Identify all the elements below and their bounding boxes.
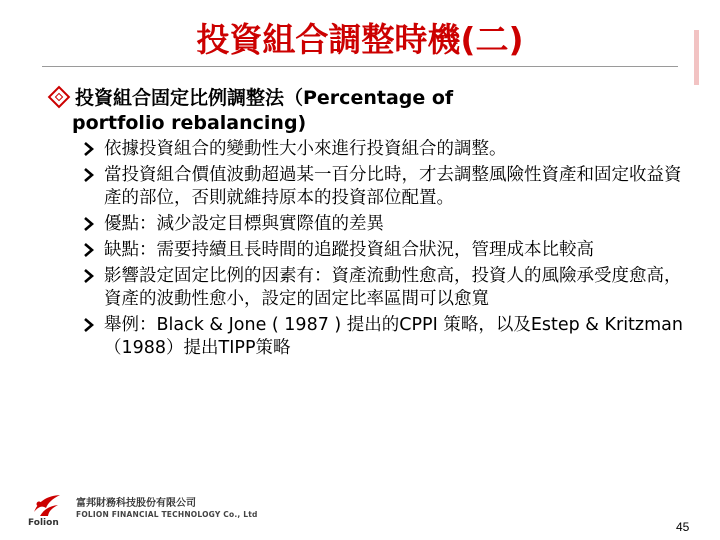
sub-bullet-text: 舉例：Black & Jone ( 1987 ) 提出的CPPI 策略，以及Estep & Kritzman（1988）提出TIPP策略 — [104, 315, 683, 358]
diamond-bullet-icon — [48, 86, 71, 109]
chevron-right-icon — [84, 243, 94, 257]
sub-bullet-item — [82, 164, 692, 210]
sub-bullet-item — [82, 213, 692, 236]
sub-bullet-text: 影響設定固定比例的因素有：資產流動性愈高，投資人的風險承受度愈高，資產的波動性愈小，設定的固定比率區間可以愈寬 — [104, 266, 682, 309]
title-divider — [42, 66, 678, 67]
chevron-right-icon — [84, 142, 94, 156]
sub-bullet-item — [82, 265, 692, 311]
sub-bullet-text: 缺點：需要持續且長時間的追蹤投資組合狀況，管理成本比較高 — [104, 240, 594, 260]
chevron-right-icon — [84, 168, 94, 182]
company-name-en: FOLION FINANCIAL TECHNOLOGY Co., Ltd — [76, 510, 258, 519]
sub-bullet-list — [82, 138, 692, 363]
decorative-bar — [694, 30, 699, 85]
chevron-right-icon — [84, 269, 94, 283]
sub-bullet-text: 優點：減少設定目標與實際值的差異 — [104, 214, 384, 234]
main-bullet — [48, 86, 688, 136]
company-name-cn: 富邦財務科技股份有限公司 — [76, 498, 196, 509]
chevron-right-icon — [84, 318, 94, 332]
logo-wordmark: Folion — [28, 518, 59, 528]
sub-bullet-item — [82, 138, 692, 161]
folion-logo-icon — [30, 492, 64, 518]
sub-bullet-item — [82, 239, 692, 262]
slide-title: 投資組合調整時機(二) — [196, 20, 524, 59]
sub-bullet-item — [82, 314, 692, 360]
main-bullet-text-line1: 投資組合固定比例調整法（Percentage of — [75, 87, 454, 109]
chevron-right-icon — [84, 217, 94, 231]
sub-bullet-text: 依據投資組合的變動性大小來進行投資組合的調整。 — [104, 139, 507, 159]
main-bullet-text-line2: portfolio rebalancing) — [72, 112, 307, 134]
page-number: 45 — [676, 520, 690, 534]
sub-bullet-text: 當投資組合價值波動超過某一百分比時，才去調整風險性資產和固定收益資產的部位，否則就維持原本的投資部位配置。 — [104, 165, 682, 208]
